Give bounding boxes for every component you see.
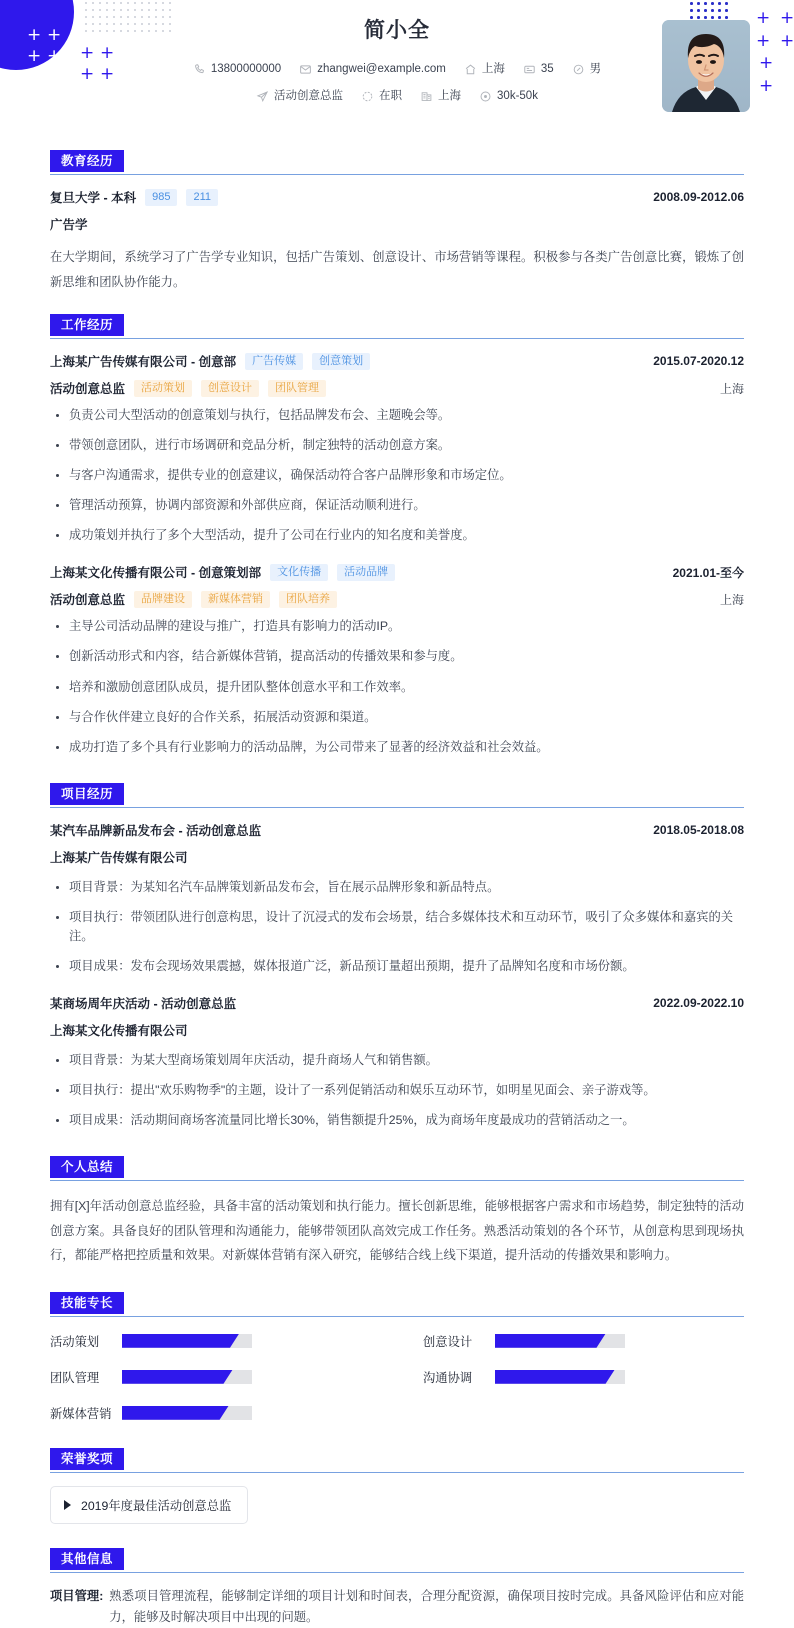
- work-entries: [50, 352, 744, 756]
- contact-item: [420, 90, 461, 103]
- skill-progress-track: [122, 1370, 252, 1384]
- section-rule: [50, 1572, 744, 1573]
- company-name: 上海某文化传播有限公司 - 创意策划部: [50, 566, 262, 581]
- project-company: 上海某广告传媒有限公司: [50, 850, 188, 865]
- list-item: 管理活动预算，协调内部资源和外部供应商，保证活动顺利进行。: [50, 496, 744, 515]
- gender-icon: [572, 63, 585, 76]
- project-detail-list: [50, 878, 744, 976]
- section-rule: [50, 1472, 744, 1473]
- contact-item-text: 活动创意总监: [274, 89, 344, 102]
- section-header: [50, 1448, 744, 1470]
- role-title-group: [50, 379, 326, 397]
- project-entry: [50, 821, 744, 976]
- job-location: 上海: [719, 381, 744, 396]
- contact-item: [523, 63, 554, 76]
- decor-plus-icon: +: [27, 46, 42, 66]
- decor-plus-icon: +: [100, 43, 115, 63]
- decor-plus-icon: +: [780, 31, 794, 51]
- entry-title-group: [50, 188, 218, 206]
- entry-header-row: [50, 352, 744, 370]
- major-name: 广告学: [50, 218, 88, 232]
- entry-date: 2018.05-2018.08: [653, 822, 744, 837]
- skill-item: [423, 1332, 744, 1350]
- education-entry: [50, 188, 744, 294]
- list-item: 项目执行：提出"欢乐购物季"的主题，设计了一系列促销活动和娱乐互动环节，如明星见面会、亲子游戏等。: [50, 1081, 744, 1100]
- contact-item: [464, 63, 505, 76]
- section-work: [0, 314, 794, 756]
- decor-plus-icon: +: [47, 46, 62, 66]
- list-item: 负责公司大型活动的创意策划与执行，包括品牌发布会、主题晚会等。: [50, 406, 744, 425]
- building-icon: [420, 90, 433, 103]
- section-rule: [50, 807, 744, 808]
- skill-progress-fill: [122, 1406, 229, 1420]
- entry-role-row: [50, 379, 744, 397]
- contact-row-secondary: [0, 90, 794, 103]
- list-item: 与客户沟通需求，提供专业的创意建议，确保活动符合客户品牌形象和市场定位。: [50, 466, 744, 485]
- section-title: 技能专长: [50, 1292, 124, 1314]
- tag-blue: 创意策划: [312, 353, 370, 370]
- skill-list: [50, 1330, 744, 1422]
- skill-progress-fill: [122, 1334, 239, 1348]
- job-title: 活动创意总监: [50, 593, 126, 608]
- decor-plus-icon: +: [759, 53, 774, 73]
- job-location: 上海: [719, 592, 744, 607]
- list-item: 项目背景：为某知名汽车品牌策划新品发布会，旨在展示品牌形象和新品特点。: [50, 878, 744, 897]
- triangle-right-icon: [64, 1500, 71, 1510]
- paper-plane-icon: [256, 90, 269, 103]
- school-name: 复旦大学 - 本科: [50, 191, 137, 205]
- entry-header-row: [50, 994, 744, 1012]
- tag-blue: 211: [186, 189, 218, 206]
- section-title: 个人总结: [50, 1156, 124, 1178]
- decor-plus-icon: +: [756, 8, 771, 28]
- skill-item: [50, 1404, 371, 1422]
- entry-header-row: [50, 821, 744, 839]
- section-skills: [0, 1292, 794, 1422]
- other-info-text: 熟悉项目管理流程，能够制定详细的项目计划和时间表，合理分配资源，确保项目按时完成。具备风险评估和应对能力，能够及时解决项目中出现的问题。: [109, 1588, 744, 1624]
- list-item: 项目成果：活动期间商场客流量同比增长30%，销售额提升25%，成为商场年度最成功的营销活动之一。: [50, 1111, 744, 1130]
- entry-title-group: [50, 563, 395, 581]
- tag-blue: 广告传媒: [245, 353, 303, 370]
- contact-item: [361, 90, 402, 103]
- other-info-item: [50, 1586, 744, 1628]
- tag-blue: 985: [145, 189, 177, 206]
- responsibility-list: [50, 406, 744, 545]
- project-detail-list: [50, 1051, 744, 1130]
- contact-item: [572, 63, 602, 76]
- skill-item: [50, 1332, 371, 1350]
- entry-header-row: [50, 188, 744, 206]
- section-rule: [50, 1316, 744, 1317]
- job-title: 活动创意总监: [50, 382, 126, 397]
- skill-progress-track: [122, 1334, 252, 1348]
- entry-role-row: [50, 590, 744, 608]
- section-rule: [50, 1180, 744, 1181]
- section-header: [50, 1292, 744, 1314]
- work-entry: [50, 352, 744, 545]
- list-item: 项目背景：为某大型商场策划周年庆活动，提升商场人气和销售额。: [50, 1051, 744, 1070]
- responsibility-list: [50, 617, 744, 756]
- tag-orange: 团队培养: [279, 591, 337, 608]
- tag-orange: 品牌建设: [134, 591, 192, 608]
- skill-progress-fill: [495, 1370, 615, 1384]
- section-title: 荣誉奖项: [50, 1448, 124, 1470]
- status-circle-icon: [361, 90, 374, 103]
- skill-label: 沟通协调: [423, 1370, 473, 1385]
- contact-item-text: 35: [540, 62, 554, 75]
- decor-plus-icon: +: [759, 76, 774, 96]
- contact-item-text: 上海: [438, 89, 462, 102]
- skill-label: 团队管理: [50, 1370, 100, 1385]
- decor-plus-icon: +: [100, 64, 115, 84]
- company-name: 上海某广告传媒有限公司 - 创意部: [50, 355, 237, 370]
- contact-item-text: 男: [589, 62, 602, 75]
- contact-item-text: 在职: [379, 89, 403, 102]
- project-company: 上海某文化传播有限公司: [50, 1023, 188, 1038]
- section-title: 工作经历: [50, 314, 124, 336]
- entry-date: 2015.07-2020.12: [653, 354, 744, 369]
- decor-plus-icon: +: [780, 8, 794, 28]
- project-name: 某商场周年庆活动 - 活动创意总监: [50, 996, 237, 1011]
- work-entry: [50, 563, 744, 756]
- skill-progress-fill: [495, 1334, 606, 1348]
- list-item: 带领创意团队，进行市场调研和竞品分析，制定独特的活动创意方案。: [50, 436, 744, 455]
- education-description: 在大学期间，系统学习了广告学专业知识，包括广告策划、创意设计、市场营销等课程。积极参与各类广告创意比赛，锻炼了创新思维和团队协作能力。: [50, 250, 744, 289]
- section-rule: [50, 174, 744, 175]
- tag-orange: 新媒体营销: [201, 591, 270, 608]
- page-title: 简小全: [364, 19, 430, 42]
- decor-plus-icon: +: [80, 64, 95, 84]
- education-entries: [50, 188, 744, 294]
- project-name: 某汽车品牌新品发布会 - 活动创意总监: [50, 823, 262, 838]
- project-entries: [50, 821, 744, 1130]
- contact-item-text: 上海: [481, 62, 505, 75]
- skill-progress-track: [495, 1334, 625, 1348]
- entry-date: 2008.09-2012.06: [653, 190, 744, 204]
- decor-plus-icon: +: [756, 31, 771, 51]
- tag-blue: 文化传播: [270, 564, 328, 581]
- decor-plus-icon: +: [27, 25, 42, 45]
- contact-item: [299, 63, 446, 76]
- phone-icon: [193, 63, 206, 76]
- summary-text: 拥有[X]年活动创意总监经验，具备丰富的活动策划和执行能力。擅长创新思维，能够根据客户需求和市场趋势，制定独特的活动创意方案。具备良好的团队管理和沟通能力，能够带领团队高效完成工作任务。熟悉活动策划的各个环节，从创意构思到现场执行，都能严格把控质量和效果。对新媒体营销有深入研究，能够结合线上线下渠道，提升活动的传播效果和影响力。: [50, 1198, 744, 1263]
- section-header: [50, 314, 744, 336]
- section-education: [0, 150, 794, 294]
- award-name: 2019年度最佳活动创意总监: [81, 1498, 232, 1513]
- list-item: 培养和激励创意团队成员，提升团队整体创意水平和工作效率。: [50, 678, 744, 697]
- award-list: [50, 1486, 744, 1524]
- section-title: 项目经历: [50, 783, 124, 805]
- list-item: 项目执行：带领团队进行创意构思，设计了沉浸式的发布会场景，结合多媒体技术和互动环节，吸引了众多媒体和嘉宾的关注。: [50, 908, 744, 946]
- tag-orange: 创意设计: [201, 380, 259, 397]
- section-other: [0, 1548, 794, 1628]
- list-item: 创新活动形式和内容，结合新媒体营销，提高活动的传播效果和参与度。: [50, 647, 744, 666]
- section-header: [50, 783, 744, 805]
- skill-progress-fill: [122, 1370, 233, 1384]
- contact-item: [193, 63, 281, 76]
- section-projects: [0, 783, 794, 1130]
- entry-title-group: [50, 352, 370, 370]
- section-title: 教育经历: [50, 150, 124, 172]
- skill-label: 活动策划: [50, 1334, 100, 1349]
- skill-item: [50, 1368, 371, 1386]
- contact-item-text: 30k-50k: [497, 89, 538, 102]
- list-item: 成功打造了多个具有行业影响力的活动品牌，为公司带来了显著的经济效益和社会效益。: [50, 738, 744, 757]
- mail-icon: [299, 63, 312, 76]
- section-header: [50, 150, 744, 172]
- list-item: 成功策划并执行了多个大型活动，提升了公司在行业内的知名度和美誉度。: [50, 526, 744, 545]
- id-card-icon: [523, 63, 536, 76]
- decor-plus-icon: +: [47, 25, 62, 45]
- section-awards: [0, 1448, 794, 1524]
- list-item: 主导公司活动品牌的建设与推广，打造具有影响力的活动IP。: [50, 617, 744, 636]
- tag-orange: 活动策划: [134, 380, 192, 397]
- section-header: [50, 1548, 744, 1570]
- section-summary: [0, 1156, 794, 1268]
- skill-item: [423, 1368, 744, 1386]
- skill-progress-track: [495, 1370, 625, 1384]
- award-card[interactable]: [50, 1486, 248, 1524]
- salary-icon: [479, 90, 492, 103]
- tag-blue: 活动品牌: [337, 564, 395, 581]
- contact-item-text: zhangwei@example.com: [317, 62, 446, 75]
- home-icon: [464, 63, 477, 76]
- entry-title-group: [50, 821, 261, 839]
- contact-item: [479, 90, 538, 103]
- role-title-group: [50, 590, 337, 608]
- entry-date: 2021.01-至今: [672, 565, 744, 580]
- project-entry: [50, 994, 744, 1130]
- entry-title-group: [50, 994, 236, 1012]
- list-item: 项目成果：发布会现场效果震撼，媒体报道广泛，新品预订量超出预期，提升了品牌知名度和市场份额。: [50, 957, 744, 976]
- section-rule: [50, 338, 744, 339]
- list-item: 与合作伙伴建立良好的合作关系，拓展活动资源和渠道。: [50, 708, 744, 727]
- contact-item-text: 13800000000: [210, 62, 282, 75]
- skill-label: 新媒体营销: [50, 1406, 112, 1421]
- contact-row-primary: [0, 63, 794, 76]
- other-info-label: 项目管理:: [50, 1588, 104, 1603]
- section-header: [50, 1156, 744, 1178]
- skill-label: 创意设计: [423, 1334, 473, 1349]
- skill-progress-track: [122, 1406, 252, 1420]
- entry-date: 2022.09-2022.10: [653, 995, 744, 1010]
- decor-plus-icon: +: [80, 43, 95, 63]
- section-title: 其他信息: [50, 1548, 124, 1570]
- entry-header-row: [50, 563, 744, 581]
- tag-orange: 团队管理: [268, 380, 326, 397]
- other-info-list: [50, 1586, 744, 1628]
- resume-header: [0, 0, 794, 130]
- contact-item: [256, 90, 343, 103]
